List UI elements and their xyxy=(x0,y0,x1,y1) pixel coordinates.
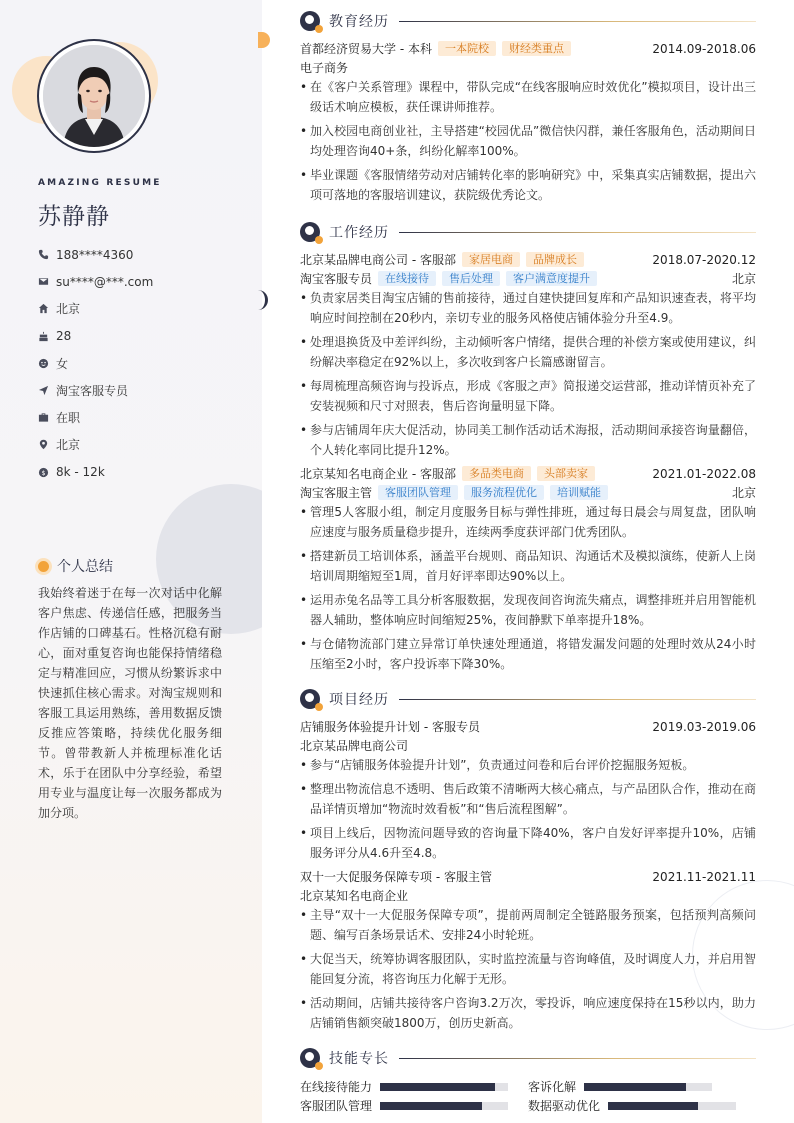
resume-tagline: AMAZING RESUME xyxy=(38,178,162,188)
skill-name: 客诉化解 xyxy=(528,1080,577,1094)
list-item: • 毕业课题《客服情绪劳动对店铺转化率的影响研究》中，采集真实店铺数据，提出六项可落地的客服培训建议，获院级优秀论文。 xyxy=(300,165,756,205)
location-pin-icon xyxy=(38,439,56,450)
project-bullets xyxy=(300,905,756,1033)
job-city: 北京 xyxy=(731,486,756,500)
list-item: • 管理5人客服小组，制定月度服务目标与弹性排班，通过每日晨会与周复盘，团队响应速度与服务质量稳步提升，连续两季度获评部门优秀团队。 xyxy=(300,502,756,542)
decorative-marker xyxy=(258,290,268,310)
summary-heading xyxy=(38,556,113,576)
education-title: 教育经历 xyxy=(329,14,389,30)
skill-fill xyxy=(380,1102,482,1110)
gender-text: 女 xyxy=(56,356,69,371)
svg-text:$: $ xyxy=(41,468,46,477)
skill-bar xyxy=(380,1083,508,1091)
position-text: 淘宝客服专员 xyxy=(56,384,129,399)
list-item: • 主导“双十一大促服务保障专项”，提前两周制定全链路服务预案，包括预判高频问题、编写百条场景话术、安排24小时轮班。 xyxy=(300,905,756,945)
role-tag: 客户满意度提升 xyxy=(506,271,597,286)
list-item: • 负责家居类目淘宝店铺的售前接待，通过自建快捷回复库和产品知识速查表，将平均响应时间控制在20秒内，亲切专业的服务风格使店铺体验分升至4.9。 xyxy=(300,288,756,328)
work-header xyxy=(300,221,756,243)
skill-name: 在线接待能力 xyxy=(300,1080,373,1094)
project-row xyxy=(300,867,756,886)
skill-bar xyxy=(380,1102,508,1110)
role-tag: 在线接待 xyxy=(378,271,436,286)
list-item: • 在《客户关系管理》课程中，带队完成“在线客服响应时效优化”模拟项目，设计出三级话术响应模板，获任课讲师推荐。 xyxy=(300,77,756,117)
contact-position xyxy=(38,377,248,404)
section-divider xyxy=(399,699,756,700)
contact-gender xyxy=(38,350,248,377)
birthday-cake-icon xyxy=(38,331,56,342)
education-section xyxy=(300,10,756,209)
list-item: • 每周梳理高频咨询与投诉点，形成《客服之声》简报递交运营部，推动详情页补充了安装视频和尺寸对照表，售后咨询量明显下降。 xyxy=(300,376,756,416)
send-icon xyxy=(38,385,56,396)
skills-header xyxy=(300,1047,756,1069)
list-item: • 项目上线后，因物流问题导致的咨询量下降40%，客户自发好评率提升10%，店铺服务评分从4.6升至4.8。 xyxy=(300,823,756,863)
job-role: 淘宝客服专员 xyxy=(300,272,373,286)
contact-home xyxy=(38,295,248,322)
job-role-row xyxy=(300,483,756,502)
contact-phone xyxy=(38,241,248,268)
skill-name: 数据驱动优化 xyxy=(528,1099,601,1113)
skills-list xyxy=(300,1077,756,1115)
skill-item xyxy=(300,1097,528,1114)
skill-row xyxy=(300,1096,756,1115)
section-icon xyxy=(300,222,320,242)
company-name: 北京某品牌电商公司 - 客服部 xyxy=(300,253,456,267)
contact-salary xyxy=(38,459,248,486)
section-icon xyxy=(300,1048,320,1068)
skill-fill xyxy=(608,1102,698,1110)
sidebar xyxy=(0,0,262,1123)
education-tag: 一本院校 xyxy=(438,41,496,56)
work-title: 工作经历 xyxy=(329,225,389,241)
skill-fill xyxy=(584,1083,686,1091)
school-name: 首都经济贸易大学 - 本科 xyxy=(300,42,432,56)
project-org-row xyxy=(300,736,756,755)
summary-text: 我始终着迷于在每一次对话中化解客户焦虑、传递信任感，把服务当作店铺的口碑基石。性格沉稳有耐心，面对重复咨询也能保持情绪稳定与精准回应，习惯从纷繁诉求中快速抓住核心需求。对淘宝规则和客服工具运用熟练，善用数据反馈反推应答策略，持续优化服务细节。曾带教新人并梳理标准化话术，乐于在团队中分享经验，希望用专业与温度让每一次服务都成为加分项。 xyxy=(38,586,222,820)
list-item: • 处理退换货及中差评纠纷，主动倾听客户情绪，提供合理的补偿方案或使用建议，纠纷解决率稳定在92%以上，多次收到客户长篇感谢留言。 xyxy=(300,332,756,372)
company-tag: 家居电商 xyxy=(462,252,520,267)
list-item: • 加入校园电商创业社，主导搭建“校园优品”微信快闪群，兼任客服角色，活动期间日均处理咨询40+条，纠纷化解率100%。 xyxy=(300,121,756,161)
job-role: 淘宝客服主管 xyxy=(300,486,373,500)
company-tag: 品牌成长 xyxy=(526,252,584,267)
projects-section xyxy=(300,688,756,1037)
education-tag: 财经类重点 xyxy=(502,41,571,56)
decorative-marker xyxy=(258,32,270,48)
job-company-row xyxy=(300,464,756,483)
phone-text: 188****4360 xyxy=(56,247,134,262)
project-name: 双十一大促服务保障专项 - 客服主管 xyxy=(300,870,492,884)
skill-row xyxy=(300,1077,756,1096)
work-section xyxy=(300,221,756,678)
job-company-row xyxy=(300,250,756,269)
contact-email xyxy=(38,268,248,295)
job-period: 2018.07-2020.12 xyxy=(652,252,756,267)
salary-text: 8k - 12k xyxy=(56,465,105,480)
section-divider xyxy=(399,1058,756,1059)
project-org-row xyxy=(300,886,756,905)
education-bullets xyxy=(300,77,756,205)
company-tag: 多品类电商 xyxy=(462,466,531,481)
skill-item xyxy=(300,1078,528,1095)
role-tag: 服务流程优化 xyxy=(464,485,544,500)
projects-header xyxy=(300,688,756,710)
skill-bar xyxy=(584,1083,712,1091)
section-divider xyxy=(399,21,756,22)
education-row xyxy=(300,39,756,58)
skill-name: 客服团队管理 xyxy=(300,1099,373,1113)
contact-age xyxy=(38,323,248,350)
salary-icon xyxy=(38,467,56,478)
contact-location xyxy=(38,431,248,458)
education-header xyxy=(300,10,756,32)
project-row xyxy=(300,717,756,736)
section-icon xyxy=(300,11,320,31)
major-row xyxy=(300,58,756,77)
major: 电子商务 xyxy=(300,61,349,75)
contact-status xyxy=(38,404,248,431)
skills-title: 技能专长 xyxy=(329,1051,389,1067)
section-icon xyxy=(300,689,320,709)
avatar xyxy=(37,39,151,153)
home-icon xyxy=(38,303,56,314)
job-bullets xyxy=(300,288,756,460)
hometown-text: 北京 xyxy=(56,302,81,317)
candidate-name: 苏静静 xyxy=(38,204,110,230)
list-item: • 运用赤兔名品等工具分析客服数据，发现夜间咨询流失痛点，调整排班并启用智能机器人辅助，整体响应时间缩短25%，夜间静默下单率提升18%。 xyxy=(300,590,756,630)
projects-title: 项目经历 xyxy=(329,692,389,708)
skill-fill xyxy=(380,1083,495,1091)
project-org: 北京某品牌电商公司 xyxy=(300,739,409,753)
project-period: 2019.03-2019.06 xyxy=(652,719,756,734)
role-tag: 培训赋能 xyxy=(550,485,608,500)
job-bullets xyxy=(300,502,756,674)
briefcase-icon xyxy=(38,412,56,423)
education-period: 2014.09-2018.06 xyxy=(652,41,756,56)
skill-item xyxy=(528,1097,756,1114)
location-text: 北京 xyxy=(56,438,81,453)
profile-photo xyxy=(43,45,145,147)
section-divider xyxy=(399,232,756,233)
list-item: • 搭建新员工培训体系，涵盖平台规则、商品知识、沟通话术及模拟演练，使新人上岗培训周期缩短至1周，首月好评率即达90%以上。 xyxy=(300,546,756,586)
list-item: • 参与店铺周年庆大促活动，协同美工制作活动话术海报，活动期间承接咨询量翻倍，个人转化率同比提升12%。 xyxy=(300,420,756,460)
email-text: su****@***.com xyxy=(56,274,154,289)
role-tag: 客服团队管理 xyxy=(378,485,458,500)
skill-item xyxy=(528,1078,756,1095)
company-tag: 头部卖家 xyxy=(537,466,595,481)
project-org: 北京某知名电商企业 xyxy=(300,889,409,903)
age-text: 28 xyxy=(56,329,72,344)
project-bullets xyxy=(300,755,756,863)
company-name: 北京某知名电商企业 - 客服部 xyxy=(300,467,456,481)
status-text: 在职 xyxy=(56,411,81,426)
project-period: 2021.11-2021.11 xyxy=(652,869,756,884)
job-city: 北京 xyxy=(731,272,756,286)
list-item: • 活动期间，店铺共接待客户咨询3.2万次，零投诉，响应速度保持在15秒以内，助力店铺销售额突破1800万，创历史新高。 xyxy=(300,993,756,1033)
list-item: • 整理出物流信息不透明、售后政策不清晰两大核心痛点，与产品团队合作，推动在商品详情页增加“物流时效看板”和“售后流程图解”。 xyxy=(300,779,756,819)
gender-icon xyxy=(38,358,56,369)
skill-bar xyxy=(608,1102,736,1110)
project-name: 店铺服务体验提升计划 - 客服专员 xyxy=(300,720,480,734)
email-icon xyxy=(38,276,56,287)
phone-icon xyxy=(38,249,56,260)
summary-title: 个人总结 xyxy=(57,559,113,575)
job-role-row xyxy=(300,269,756,288)
contact-list xyxy=(38,241,248,486)
summary-dot-icon xyxy=(38,561,49,572)
job-period: 2021.01-2022.08 xyxy=(652,466,756,481)
skills-section xyxy=(300,1047,756,1069)
list-item: • 大促当天，统筹协调客服团队，实时监控流量与咨询峰值，及时调度人力，并启用智能回复分流，将咨询压力化解于无形。 xyxy=(300,949,756,989)
list-item: • 参与“店铺服务体验提升计划”，负责通过问卷和后台评价挖掘服务短板。 xyxy=(300,755,756,775)
list-item: • 与仓储物流部门建立异常订单快速处理通道，将错发漏发问题的处理时效从24小时压缩至2小时，客户投诉率下降30%。 xyxy=(300,634,756,674)
role-tag: 售后处理 xyxy=(442,271,500,286)
